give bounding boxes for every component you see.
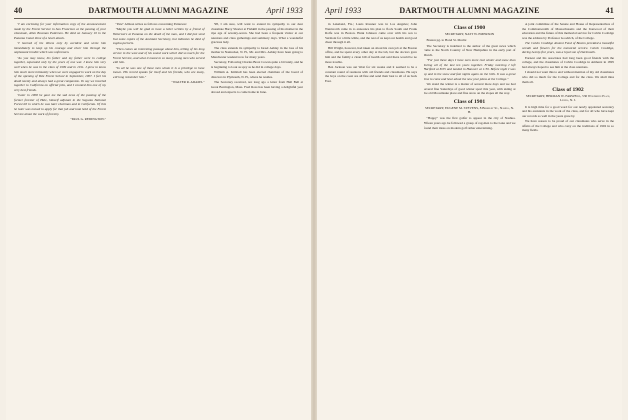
- paragraph: "I learned of his illness only by accident and wrote him immediately to keep up his courage and cheer him through the unpleasant trouble which was unforeseen.: [14, 41, 106, 55]
- issue-date: April 1933: [325, 6, 362, 15]
- right-page: [317, 0, 622, 420]
- section-secretary: SECRETARY, HERMAN W. FARWELL, 530 Woodridge Place, Leonia, N. J.: [525, 94, 611, 103]
- right-page-header: [325, 4, 614, 19]
- paragraph: "Maybe you will be glad to have a letter written by a friend of Patterson's at Panama on the death of the man, and I did just send that some copies of the Assistant Secretary, but indicates he died of angina pectoris.: [112, 27, 205, 46]
- paragraph: We have reason to be proud of our classmates who serve in the affairs of the College and who carry on the traditions of 1902 in so many fields.: [522, 119, 614, 133]
- section-secretary: SECRETARY, NATT W. EMERSON: [444, 32, 495, 36]
- page-number: 40: [14, 6, 23, 15]
- paragraph: Ben Jackson was out West for six weeks and it seemed to be a constant round of reunions with old friends and classmates. He says the boys on the coast are all fine and send their best to all of us back East.: [325, 64, 417, 83]
- paragraph: '98, I am sure, will want to extend its sympathy to our dear classmate Harry Shorter at Fishkill in the passing of his mother in the ripe age of seventy-seven. She had been a frequent visitor at our reunions and class gatherings and seminary days. What a wonderful gracious lady.: [211, 22, 303, 45]
- left-page: [6, 0, 311, 420]
- paragraph: Earnest and his associates had long been good friends with the college, and the classmates of Calvin Coolidge in Amherst in 1895 had always hoped to see him at the class reunions.: [522, 55, 614, 69]
- running-title: DARTMOUTH ALUMNI MAGAZINE: [88, 6, 229, 15]
- right-column-1: [325, 22, 417, 416]
- paragraph: "For just these days I have seen more real winter and snow than during all of the last ten years together. Friday morning I left Hartford at 8:05 and landed in Hanover at 1:30. Before night I was up and in the snow and fast nights again on the hills. It was a great time to come and hear about the new year plans at the College.": [423, 58, 516, 81]
- paragraph: "Pete" Allison writes as follows concerning Patterson:: [115, 22, 187, 26]
- right-page-columns: [325, 22, 614, 416]
- section-heading-1901: [424, 99, 516, 115]
- paragraph: "Later in 1908 he gave me the sad news of the passing of the former forester of Hale, himself adjutant in the Seguoia National Forest till in which he was later chairman and in California. Of this he later was moved to apply for that job and took hold of the Forest Service about the work of forestry.: [14, 93, 106, 116]
- paragraph: The Calvin Coolidge Alumni Fund of Boston provided a beautiful wreath and flowers for the memorial service. Calvin Coolidge, during twenty-five years, was a loyal son of Dartmouth.: [522, 41, 614, 55]
- paragraph: "I am enclosing for your information copy of the announcement made by the Forest Service in San Francisco at the passing of your classmate, Allen Bowman Patterson. He died on January 10 in the Panama Canal Zone of a heart attack.: [14, 22, 106, 40]
- left-column-3: [211, 22, 303, 416]
- paragraph: "Then comes an interesting passage about him, telling of his long service in the west and of his sound work which did so much for the Forest Service, and what it meant to so many young men who served with him.: [112, 46, 205, 65]
- paragraph: The Secretary received, not long ago a letter from Hall Bell at Great Barrington, Mass. Fred Ross has been having a delightful year abroad and expects to come home in June.: [211, 80, 303, 94]
- paragraph: The Secretary is indebted to the author of the great news which came to the North Country of New Hampshire in the early part of March.: [423, 43, 516, 57]
- paragraph: The class extends its sympathy to Israel Ashley in the loss of his mother in Nantucket, N. H., Mr. and Mrs. Ashley have been going to Manchester weeknd now for many years.: [211, 45, 303, 59]
- paragraph: Secretary, Following Charles Brost Cowan quite a bit lately, and he is beginning to look as spry as he did in college days.: [211, 60, 303, 69]
- paragraph: in Lakeland, Fla.; Louis Rossner was in Los Angeles; John Wentworth came in to announce his plan to flock South and Frank Rolfe was in Boston. Hank Johnson came over with his son to Vermont for a little while, and the rest of us kept our health and good cheer through it all.: [325, 22, 417, 45]
- section-title: Class of 1901: [453, 98, 486, 105]
- section-heading-1900: [424, 25, 516, 36]
- paragraph: It is high time for a good word for our newly appointed secretary and his assistants in the work of the class, and for all who have kept our records so well in the years gone by.: [522, 104, 614, 118]
- signature: "PAUL G. REDINGTON.": [70, 117, 106, 122]
- right-column-2: [424, 22, 516, 416]
- issue-date: April 1933: [266, 6, 303, 15]
- paragraph: William A. Kimball has been elected chairman of the board of directors in Plymouth, N. H., where he resides.: [211, 70, 303, 79]
- section-heading-1902: [522, 87, 614, 103]
- paragraph: We stand the winter is a matter of several more days and we had several fine Saturdays of good winter sport this year, with skiing at the old Moosilauke place and fine snow on the slopes all the way.: [423, 82, 516, 96]
- left-page-header: [14, 4, 303, 19]
- running-title: DARTMOUTH ALUMNI MAGAZINE: [399, 6, 540, 15]
- paragraph: Boston pg. to Hotel St. Moritz: [426, 38, 467, 43]
- paragraph: "In all he was one of those men whom it is a privilege to have known. His record speaks for itself and his friends, who are many, will long remember him.": [112, 65, 205, 79]
- paragraph: Bill Wright, however, had taken on about his own job at the Boston office, and he spent every other day at the lab, but the doctors gave him and the family a clean bill of health and said there would be no more trouble.: [325, 45, 417, 64]
- paragraph: "As you may know, his father and my father were in college together, separated only by the years of one war. I knew him very well when he was in the class of 1909 and in 1911. I grew to know him much more intimately when we were engaged in work on the day of the opening of Yale Forest School in September, 1907. I feel his death keenly and always had a great companion. To say we traveled together to California on official jobs, and I counted him one of my very best friends.: [14, 55, 106, 92]
- left-column-1: [14, 22, 106, 416]
- left-column-2: [113, 22, 205, 416]
- right-column-3: [522, 22, 614, 416]
- paragraph: I should not want this to end without mention of my old classmates who did so much for the College and for the class. We shall miss them all.: [522, 70, 614, 84]
- section-secretary: SECRETARY, EUGENE M. STEVENS, 8 Berkeley St., Nashua, N. H.: [425, 105, 514, 115]
- paragraph: "Happy" was the first golfer to appear in the city of Nashua. Fifteen years ago he followed a group of rag-men to the Lake and we found their ideas on modern golf rather entertaining.: [423, 116, 516, 130]
- left-page-columns: [14, 22, 303, 416]
- signature: "WALTER R. ADAMS.": [171, 80, 205, 85]
- section-title: Class of 1902: [552, 87, 584, 94]
- page-number: 41: [605, 6, 614, 15]
- section-title: Class of 1900: [453, 25, 486, 31]
- paragraph: A joint committee of the Senate and House of Representatives of the Commonwealth of Massachusetts and the Ironwood of their education and the future of this memorial service for Calvin Coolidge was the address by Professor Goodrich, of the College.: [522, 22, 614, 40]
